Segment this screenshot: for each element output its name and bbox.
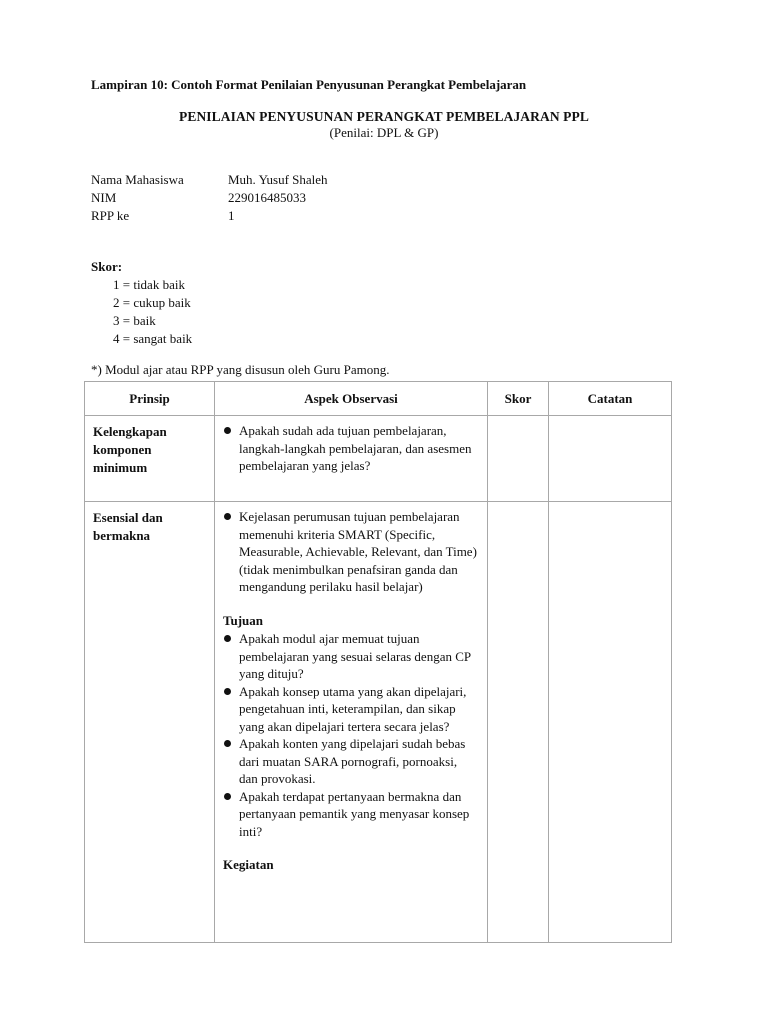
score-legend-item: 2 = cukup baik bbox=[113, 295, 191, 310]
info-row-name bbox=[91, 171, 328, 189]
list-item: Apakah konsep utama yang akan dipelajari, pengetahuan inti, keterampilan, dan sikap yang akan dipelajari tertera secara jelas? bbox=[223, 683, 479, 736]
score-legend bbox=[91, 258, 192, 348]
aspek-cell bbox=[215, 416, 488, 502]
table-header-row bbox=[85, 382, 672, 416]
bullet-list bbox=[223, 508, 479, 596]
section-subheading-kegiatan: Kegiatan bbox=[223, 857, 274, 872]
header-prinsip: Prinsip bbox=[85, 382, 215, 416]
score-legend-item: 4 = sangat baik bbox=[113, 331, 193, 346]
document-subtitle: (Penilai: DPL & GP) bbox=[329, 125, 439, 140]
list-item: Apakah modul ajar memuat tujuan pembelajaran yang sesuai selaras dengan CP yang dituju? bbox=[223, 630, 479, 683]
section-subheading-tujuan: Tujuan bbox=[223, 612, 263, 628]
score-legend-item: 3 = baik bbox=[113, 313, 156, 328]
prinsip-cell: Esensial dan bermakna bbox=[85, 502, 215, 943]
info-value: Muh. Yusuf Shaleh bbox=[228, 172, 328, 187]
info-row-rpp bbox=[91, 207, 328, 225]
catatan-cell[interactable] bbox=[549, 416, 672, 502]
skor-cell[interactable] bbox=[488, 416, 549, 502]
skor-cell[interactable] bbox=[488, 502, 549, 943]
info-row-nim bbox=[91, 189, 328, 207]
table-row bbox=[85, 416, 672, 502]
list-item: Apakah konten yang dipelajari sudah bebas dari muatan SARA pornografi, pornoaksi, dan provokasi. bbox=[223, 735, 479, 788]
list-item: Kejelasan perumusan tujuan pembelajaran memenuhi kriteria SMART (Specific, Measurable, Achievable, Relevant, dan Time) (tidak menimbulkan penafsiran ganda dan mengandung perilaku hasil belajar) bbox=[223, 508, 479, 596]
header-catatan: Catatan bbox=[549, 382, 672, 416]
prinsip-cell: Kelengkapan komponen minimum bbox=[85, 416, 215, 502]
header-skor: Skor bbox=[488, 382, 549, 416]
score-legend-heading: Skor: bbox=[91, 259, 123, 274]
aspek-cell bbox=[215, 502, 488, 943]
document-title: PENILAIAN PENYUSUNAN PERANGKAT PEMBELAJARAN PPL bbox=[179, 109, 589, 124]
header-aspek-observasi: Aspek Observasi bbox=[215, 382, 488, 416]
score-legend-item: 1 = tidak baik bbox=[113, 277, 185, 292]
info-label: RPP ke bbox=[91, 208, 130, 223]
bullet-list bbox=[223, 630, 479, 840]
table-row bbox=[85, 502, 672, 943]
info-label: Nama Mahasiswa bbox=[91, 172, 184, 187]
list-item: Apakah sudah ada tujuan pembelajaran, langkah-langkah pembelajaran, dan asesmen pembelajaran yang jelas? bbox=[223, 422, 479, 475]
footnote: *) Modul ajar atau RPP yang disusun oleh Guru Pamong. bbox=[91, 362, 390, 377]
catatan-cell[interactable] bbox=[549, 502, 672, 943]
info-value: 1 bbox=[228, 208, 235, 223]
list-item: Apakah terdapat pertanyaan bermakna dan pertanyaan pemantik yang menyasar konsep inti? bbox=[223, 788, 479, 841]
info-label: NIM bbox=[91, 190, 117, 205]
info-value: 229016485033 bbox=[228, 190, 306, 205]
lampiran-heading: Lampiran 10: Contoh Format Penilaian Penyusunan Perangkat Pembelajaran bbox=[91, 77, 527, 92]
assessment-table bbox=[84, 381, 672, 943]
bullet-list bbox=[223, 422, 479, 475]
student-info bbox=[91, 171, 328, 225]
